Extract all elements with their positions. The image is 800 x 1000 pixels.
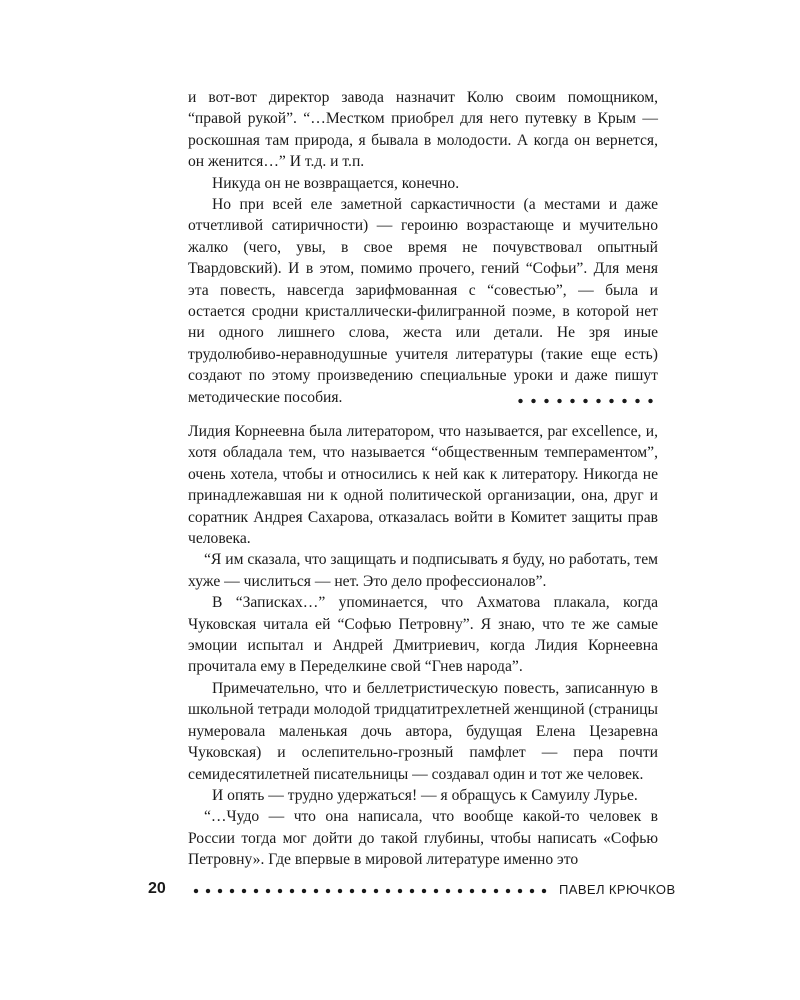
paragraph: “…Чудо — что она написала, что вообще какой-то человек в России тогда мог дойти до такой глубины, чтобы написать «Софью Петровну». Где впервые в мировой литературе именно это bbox=[188, 808, 658, 869]
paragraph: Никуда он не возвращается, конечно. bbox=[212, 174, 460, 192]
footer-dot-leader bbox=[190, 886, 550, 896]
paragraph: В “Записках…” упоминается, что Ахматова плакала, когда Чуковская читала ей “Софью Петровну”. Я знаю, что те же самые эмоции испытал и Андрей Дмитриевич, когда Лидия Корнеевна прочитала ему в Переделкине свой “Гнев народа”. bbox=[188, 594, 658, 676]
text-block-lower bbox=[188, 421, 658, 871]
paragraph: и вот-вот директор завода назначит Колю своим помощником, “правой рукой”. “…Местком приобрел для него путевку в Крым — роскошная там природа, я бывала в молодости. А когда он вернется, он женится…” И т.д. и т.п. bbox=[188, 89, 658, 171]
page-number: 20 bbox=[148, 880, 166, 897]
paragraph: Примечательно, что и беллетристическую повесть, записанную в школьной тетради молодой тридцатитрехлетней женщиной (страницы нумеровала маленькая дочь автора, будущая Елена Цезаревна Чуковская) и ослепительно-грозный памфлет — пера почти семидесятилетней писательницы — создавал один и тот же человек. bbox=[188, 679, 658, 783]
running-footer-author: ПАВЕЛ КРЮЧКОВ bbox=[559, 882, 676, 897]
paragraph: “Я им сказала, что защищать и подписывать я буду, но работать, тем хуже — числиться — нет. Это дело профессионалов”. bbox=[188, 551, 658, 590]
section-separator-dots bbox=[514, 396, 658, 406]
paragraph: Лидия Корнеевна была литератором, что называется, par excellence, и, хотя обладала тем, что называется “общественным темпераментом”, очень хотела, чтобы и относились к ней как к литератору. Никогда не принадлежавшая ни к одной политической организации, она, друг и соратник Андрея Сахарова, отказалась войти в Комитет защиты прав человека. bbox=[188, 423, 658, 548]
text-block-upper bbox=[188, 87, 658, 408]
paragraph: И опять — трудно удержаться! — я обращусь к Самуилу Лурье. bbox=[212, 786, 638, 804]
paragraph: Но при всей еле заметной саркастичности (а местами и даже отчетливой сатиричности) — героиню возрастающе и мучительно жалко (чего, увы, в свое время не почувствовал опытный Твардовский). И в этом, помимо прочего, гений “Софьи”. Для меня эта повесть, навсегда зарифмованная с “совестью”, — была и остается сродни кристаллически-филигранной поэме, в которой нет ни одного лишнего слова, жеста или детали. Не зря иные трудолюбиво-неравнодушные учителя литературы (такие еще есть) создают по этому произведению специальные уроки и даже пишут методические пособия. bbox=[188, 196, 658, 406]
